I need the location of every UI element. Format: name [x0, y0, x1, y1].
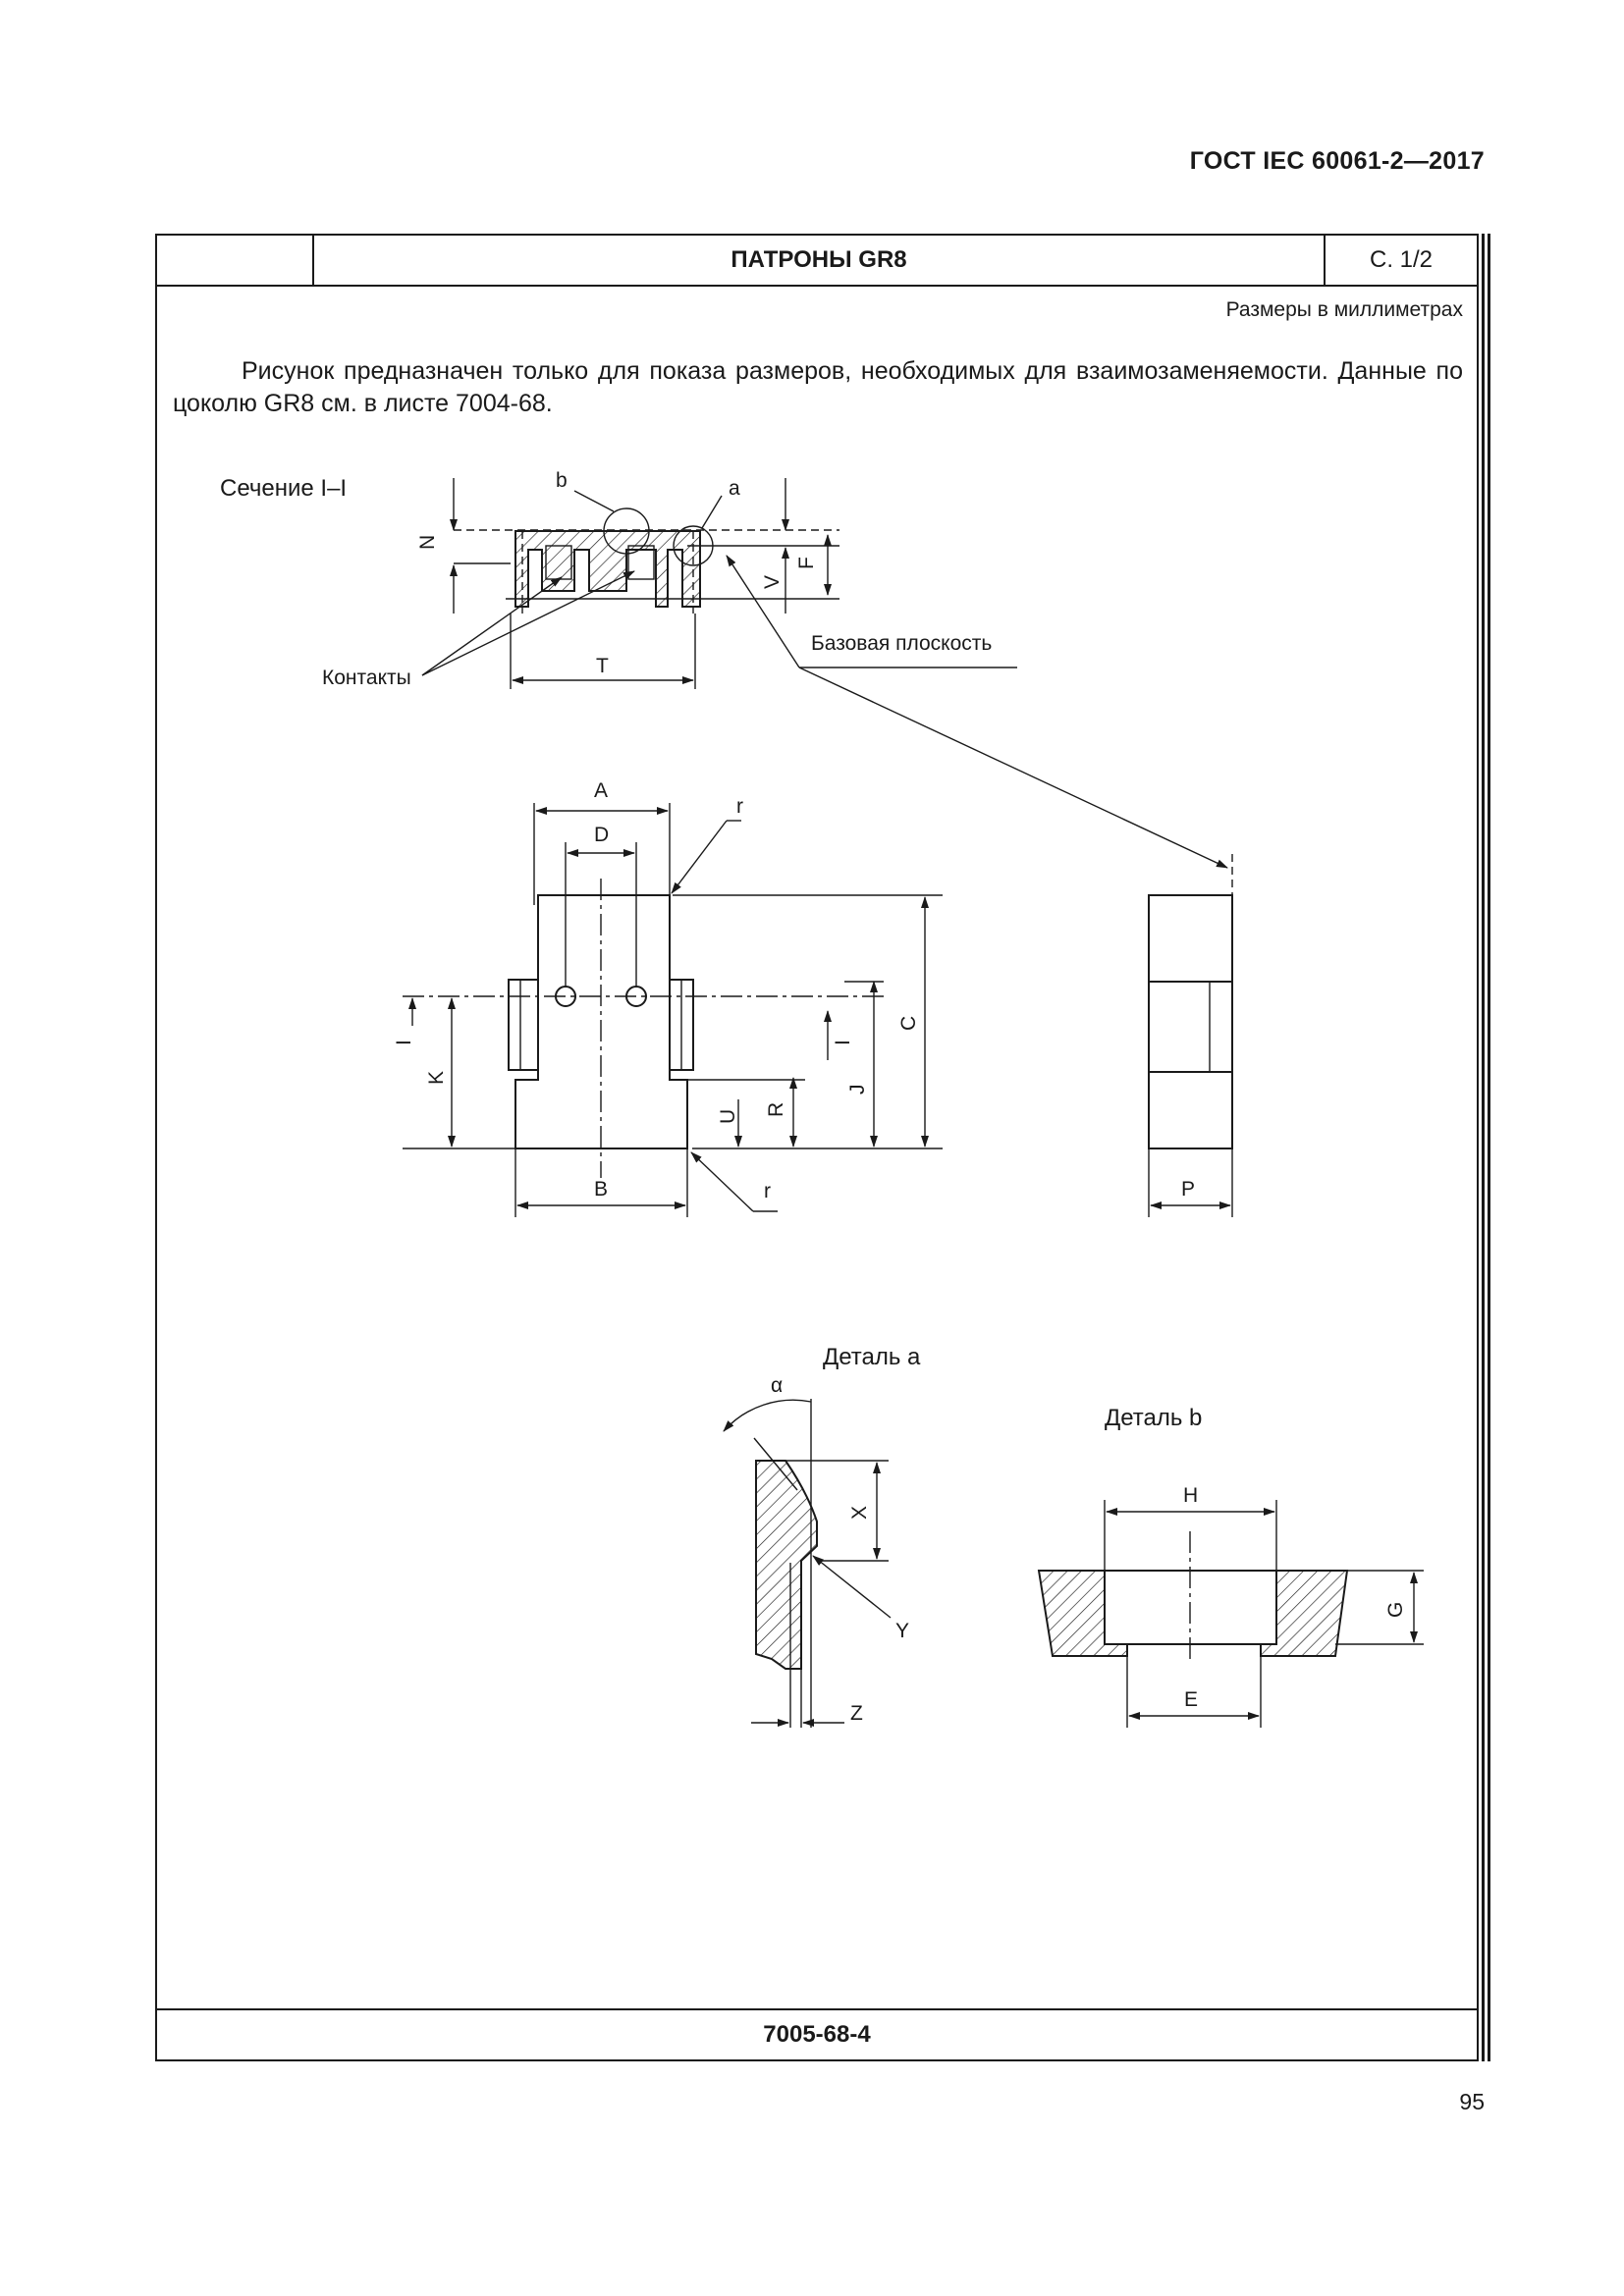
leader-r-top — [672, 821, 727, 893]
section-view — [220, 469, 1227, 868]
section-body — [515, 531, 700, 607]
detail-a-view — [724, 1344, 921, 1728]
units-note: Размеры в миллиметрах — [1225, 298, 1463, 321]
contacts-leader-1 — [422, 577, 562, 675]
side-view-outline — [1149, 895, 1232, 1148]
detail-a-body — [756, 1461, 817, 1669]
reference-plane-leader-2 — [799, 667, 1227, 868]
leader-a — [702, 496, 722, 528]
label-v: V — [761, 574, 784, 589]
standard-code: ГОСТ IEC 60061-2—2017 — [1189, 147, 1485, 175]
label-y: Y — [895, 1620, 910, 1642]
label-e: E — [1184, 1688, 1199, 1711]
label-a: a — [729, 477, 740, 500]
label-f: F — [795, 557, 818, 569]
label-k: K — [425, 1070, 448, 1085]
alpha-arc — [724, 1400, 811, 1431]
label-b-main: B — [594, 1178, 609, 1201]
label-r-dim: R — [765, 1101, 787, 1117]
detail-b-left-body — [1039, 1571, 1127, 1656]
detail-b-title: Деталь b — [1105, 1405, 1203, 1431]
label-p: P — [1181, 1178, 1196, 1201]
side-view-tab — [1149, 982, 1232, 1072]
label-i-right: I — [832, 1040, 854, 1045]
side-tab-left — [509, 980, 538, 1070]
page-number: 95 — [1459, 2089, 1485, 2114]
label-j: J — [846, 1084, 869, 1095]
sheet-code-footer: 7005-68-4 — [157, 2008, 1477, 2059]
detail-a-title: Деталь a — [823, 1344, 921, 1370]
label-x: X — [848, 1505, 871, 1520]
label-g: G — [1384, 1601, 1407, 1618]
label-c: C — [897, 1015, 920, 1031]
front-view — [393, 779, 943, 1217]
label-alpha: α — [771, 1374, 784, 1397]
sheet-title: ПАТРОНЫ GR8 — [731, 246, 907, 273]
intro-paragraph: Рисунок предназначен только для показа размеров, необходимых для взаимозаменяемости. Данные по цоколю GR8 см. в листе 7004-68. — [173, 357, 1463, 417]
label-n: N — [416, 534, 439, 550]
leader-b — [574, 491, 614, 511]
contact-slot — [628, 546, 654, 579]
sheet-page-indicator: С. 1/2 — [1324, 236, 1477, 285]
label-u: U — [717, 1108, 739, 1124]
detail-b-view — [1039, 1405, 1424, 1728]
label-z: Z — [850, 1702, 863, 1725]
label-r-top: r — [736, 795, 743, 818]
detail-b-right-body — [1261, 1571, 1347, 1656]
label-i-left: I — [393, 1040, 415, 1045]
contacts-label: Контакты — [322, 667, 411, 689]
label-a-main: A — [594, 779, 609, 802]
label-d: D — [594, 824, 610, 846]
side-view — [1149, 854, 1232, 1217]
label-r-bottom: r — [764, 1180, 771, 1202]
reference-plane-label: Базовая плоскость — [811, 632, 993, 655]
label-t: T — [596, 655, 609, 677]
label-h: H — [1183, 1484, 1199, 1507]
leader-r-bottom — [691, 1152, 753, 1211]
leader-y — [813, 1556, 891, 1618]
label-b: b — [556, 469, 568, 492]
reference-plane-leader-1 — [727, 556, 799, 667]
section-title: Сечение I–I — [220, 475, 348, 502]
